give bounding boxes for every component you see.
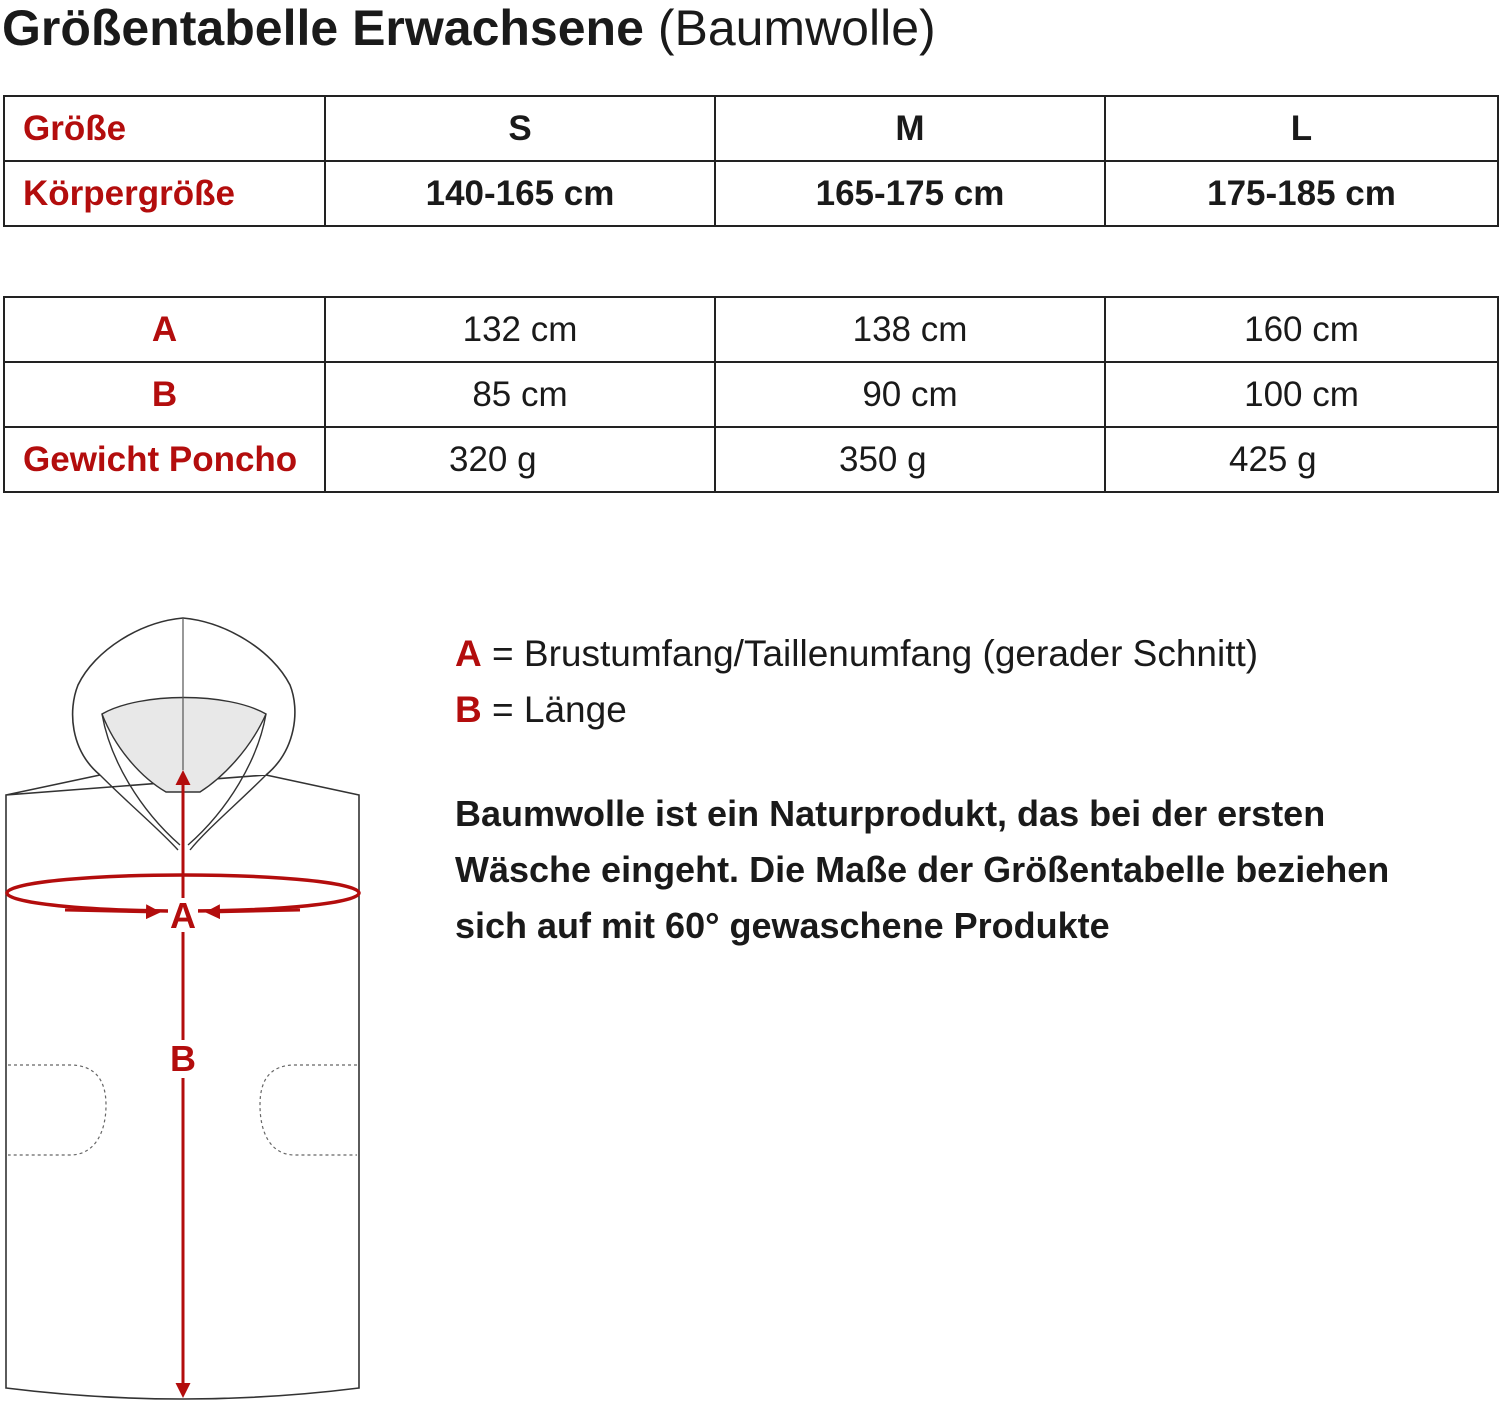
note-line-2: Wäsche eingeht. Die Maße der Größentabelle beziehen bbox=[455, 849, 1390, 890]
size-s: S bbox=[325, 96, 715, 161]
row-label-a: A bbox=[4, 297, 325, 362]
a-m: 138 cm bbox=[715, 297, 1105, 362]
table-row bbox=[4, 96, 1498, 161]
weight-m: 350 g bbox=[715, 427, 1105, 492]
table-row bbox=[4, 362, 1498, 427]
table-row bbox=[4, 427, 1498, 492]
legend-item-a bbox=[455, 626, 1258, 682]
title-main: Größentabelle Erwachsene bbox=[2, 0, 644, 56]
page-title bbox=[2, 0, 936, 56]
b-s: 85 cm bbox=[325, 362, 715, 427]
diagram-label-a: A bbox=[170, 895, 196, 936]
size-m: M bbox=[715, 96, 1105, 161]
legend-text-b: = Länge bbox=[492, 689, 627, 730]
diagram-label-b: B bbox=[170, 1038, 196, 1079]
a-s: 132 cm bbox=[325, 297, 715, 362]
size-row-label: Größe bbox=[4, 96, 325, 161]
weight-s: 320 g bbox=[325, 427, 715, 492]
weight-l: 425 g bbox=[1105, 427, 1498, 492]
row-label-weight: Gewicht Poncho bbox=[4, 427, 325, 492]
legend-key-b: B bbox=[455, 689, 482, 730]
height-m: 165-175 cm bbox=[715, 161, 1105, 226]
height-s: 140-165 cm bbox=[325, 161, 715, 226]
height-l: 175-185 cm bbox=[1105, 161, 1498, 226]
note-line-3: sich auf mit 60° gewaschene Produkte bbox=[455, 905, 1110, 946]
height-row-label: Körpergröße bbox=[4, 161, 325, 226]
table-row bbox=[4, 297, 1498, 362]
note-line-1: Baumwolle ist ein Naturprodukt, das bei der ersten bbox=[455, 793, 1326, 834]
b-m: 90 cm bbox=[715, 362, 1105, 427]
size-table bbox=[3, 95, 1499, 227]
a-l: 160 cm bbox=[1105, 297, 1498, 362]
legend bbox=[455, 626, 1258, 738]
size-l: L bbox=[1105, 96, 1498, 161]
b-l: 100 cm bbox=[1105, 362, 1498, 427]
title-sub: (Baumwolle) bbox=[657, 0, 936, 56]
legend-text-a: = Brustumfang/Taillenumfang (gerader Schnitt) bbox=[492, 633, 1259, 674]
legend-key-a: A bbox=[455, 633, 482, 674]
measure-table bbox=[3, 296, 1499, 493]
care-note bbox=[455, 786, 1475, 954]
poncho-diagram-icon bbox=[0, 610, 370, 1402]
table-row bbox=[4, 161, 1498, 226]
row-label-b: B bbox=[4, 362, 325, 427]
legend-item-b bbox=[455, 682, 1258, 738]
